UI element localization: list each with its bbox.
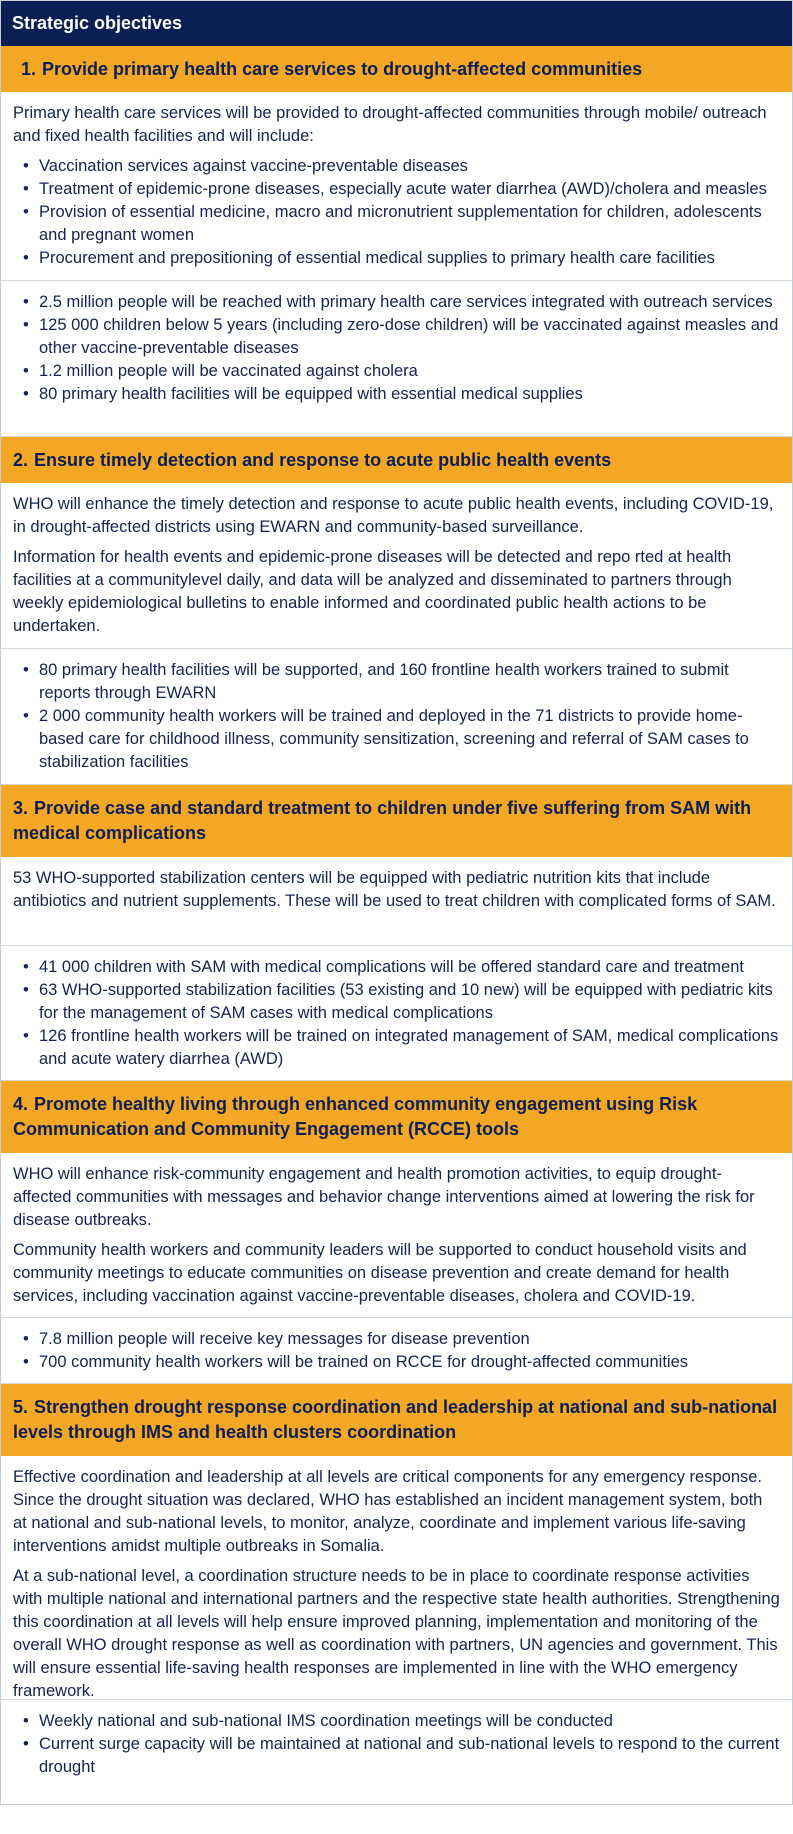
objective-3-heading [1, 785, 792, 857]
activity-list [13, 155, 780, 270]
list-item: • 125 000 children below 5 years (including zero-dose children) will be vaccinated against measles and other vaccine-preventable diseases [13, 314, 780, 360]
objective-2-heading [1, 437, 792, 483]
list-item: • 700 community health workers will be trained on RCCE for drought-affected communities [13, 1351, 780, 1374]
paragraph: Effective coordination and leadership at all levels are critical components for any emergency response. Since the drought situation was declared, WHO has established an incident management system, both at national and sub-national levels, to monitor, analyze, coordinate and implement various life-saving interventions amidst multiple outbreaks in Somalia. [13, 1468, 763, 1555]
paragraph: Community health workers and community leaders will be supported to conduct household visits and community meetings to educate communities on disease prevention and create demand for health services, including vaccination against vaccine-preventable diseases, cholera and COVID-19. [13, 1241, 747, 1305]
target-list [13, 1328, 780, 1374]
paragraph: Information for health events and epidemic-prone diseases will be detected and repo rted at health facilities at a communitylevel daily, and data will be analyzed and disseminated to partners through weekly epidemiological bulletins to enable informed and coordinated public health actions to be undertaken. [13, 548, 732, 635]
objective-title: Ensure timely detection and response to acute public health events [34, 449, 612, 470]
objective-1-targets [1, 281, 792, 437]
objective-number: 4. [13, 1094, 29, 1114]
target-list [13, 1710, 780, 1779]
objective-5-description [1, 1456, 792, 1700]
objective-3-targets [1, 946, 792, 1081]
target-list [13, 659, 780, 774]
objective-1-heading [1, 46, 792, 92]
section-title: Strategic objectives [1, 1, 792, 46]
objective-4-heading [1, 1081, 792, 1153]
objective-number: 1. [21, 58, 37, 79]
objective-5-heading [1, 1384, 792, 1456]
objective-number: 2. [13, 449, 29, 470]
objective-2-targets [1, 649, 792, 785]
list-item: • 80 primary health facilities will be supported, and 160 frontline health workers trained to submit reports through EWARN [13, 659, 780, 705]
objective-number: 5. [13, 1397, 29, 1417]
list-item: • 80 primary health facilities will be equipped with essential medical supplies [13, 383, 780, 406]
list-item: • Weekly national and sub-national IMS coordination meetings will be conducted [13, 1710, 780, 1733]
list-item: • 2 000 community health workers will be trained and deployed in the 71 districts to provide home-based care for childhood illness, community sensitization, screening and referral of SAM cases to stabilization facilities [13, 705, 780, 774]
objective-4-description [1, 1153, 792, 1318]
objective-number: 3. [13, 798, 29, 818]
objective-5-targets [1, 1700, 792, 1834]
list-item: • 2.5 million people will be reached with primary health care services integrated with outreach services [13, 291, 780, 314]
objective-4-targets [1, 1318, 792, 1384]
objective-title: Provide case and standard treatment to children under five suffering from SAM with medical complications [13, 798, 752, 843]
list-item: • 126 frontline health workers will be trained on integrated management of SAM, medical complications and acute watery diarrhea (AWD) [13, 1025, 780, 1071]
objective-2-description [1, 483, 792, 649]
objective-title: Provide primary health care services to drought-affected communities [42, 58, 643, 79]
list-item: • 7.8 million people will receive key messages for disease prevention [13, 1328, 780, 1351]
objective-3-description [1, 857, 792, 946]
objective-1-description [1, 92, 792, 281]
list-item: • Vaccination services against vaccine-preventable diseases [13, 155, 780, 178]
list-item: • Procurement and prepositioning of essential medical supplies to primary health care facilities [13, 247, 780, 270]
list-item: • 63 WHO-supported stabilization facilities (53 existing and 10 new) will be equipped with pediatric kits for the management of SAM cases with medical complications [13, 979, 780, 1025]
list-item: • Provision of essential medicine, macro and micronutrient supplementation for children, adolescents and pregnant women [13, 201, 780, 247]
paragraph: Primary health care services will be provided to drought-affected communities through mobile/ outreach and fixed health facilities and will include: [13, 104, 767, 145]
target-list [13, 956, 780, 1071]
list-item: • Current surge capacity will be maintained at national and sub-national levels to respond to the current drought [13, 1733, 780, 1779]
target-list [13, 291, 780, 406]
paragraph: At a sub-national level, a coordination structure needs to be in place to coordinate response activities with multiple national and international partners and the respective state health authorities. Strengthening this coordination at all levels will help ensure improved planning, implementation and monitoring of the overall WHO drought response as well as coordination with partners, UN agencies and government. This will ensure essential life-saving health responses are implemented in line with the WHO emergency framework. [13, 1567, 780, 1700]
list-item: • Treatment of epidemic-prone diseases, especially acute water diarrhea (AWD)/cholera and measles [13, 178, 780, 201]
objective-title: Promote healthy living through enhanced community engagement using Risk Communication and Community Engagement (RCCE) tools [13, 1094, 698, 1139]
paragraph: WHO will enhance risk-community engagement and health promotion activities, to equip drought-affected communities with messages and behavior change interventions aimed at lowering the risk for disease outbreaks. [13, 1165, 755, 1229]
list-item: • 1.2 million people will be vaccinated against cholera [13, 360, 780, 383]
paragraph: WHO will enhance the timely detection and response to acute public health events, including COVID-19, in drought-affected districts using EWARN and community-based surveillance. [13, 495, 774, 536]
paragraph: 53 WHO-supported stabilization centers will be equipped with pediatric nutrition kits that include antibiotics and nutrient supplements. These will be used to treat children with complicated forms of SAM. [13, 869, 776, 910]
list-item: • 41 000 children with SAM with medical complications will be offered standard care and treatment [13, 956, 780, 979]
objective-title: Strengthen drought response coordination and leadership at national and sub-national levels through IMS and health clusters coordination [13, 1397, 778, 1442]
